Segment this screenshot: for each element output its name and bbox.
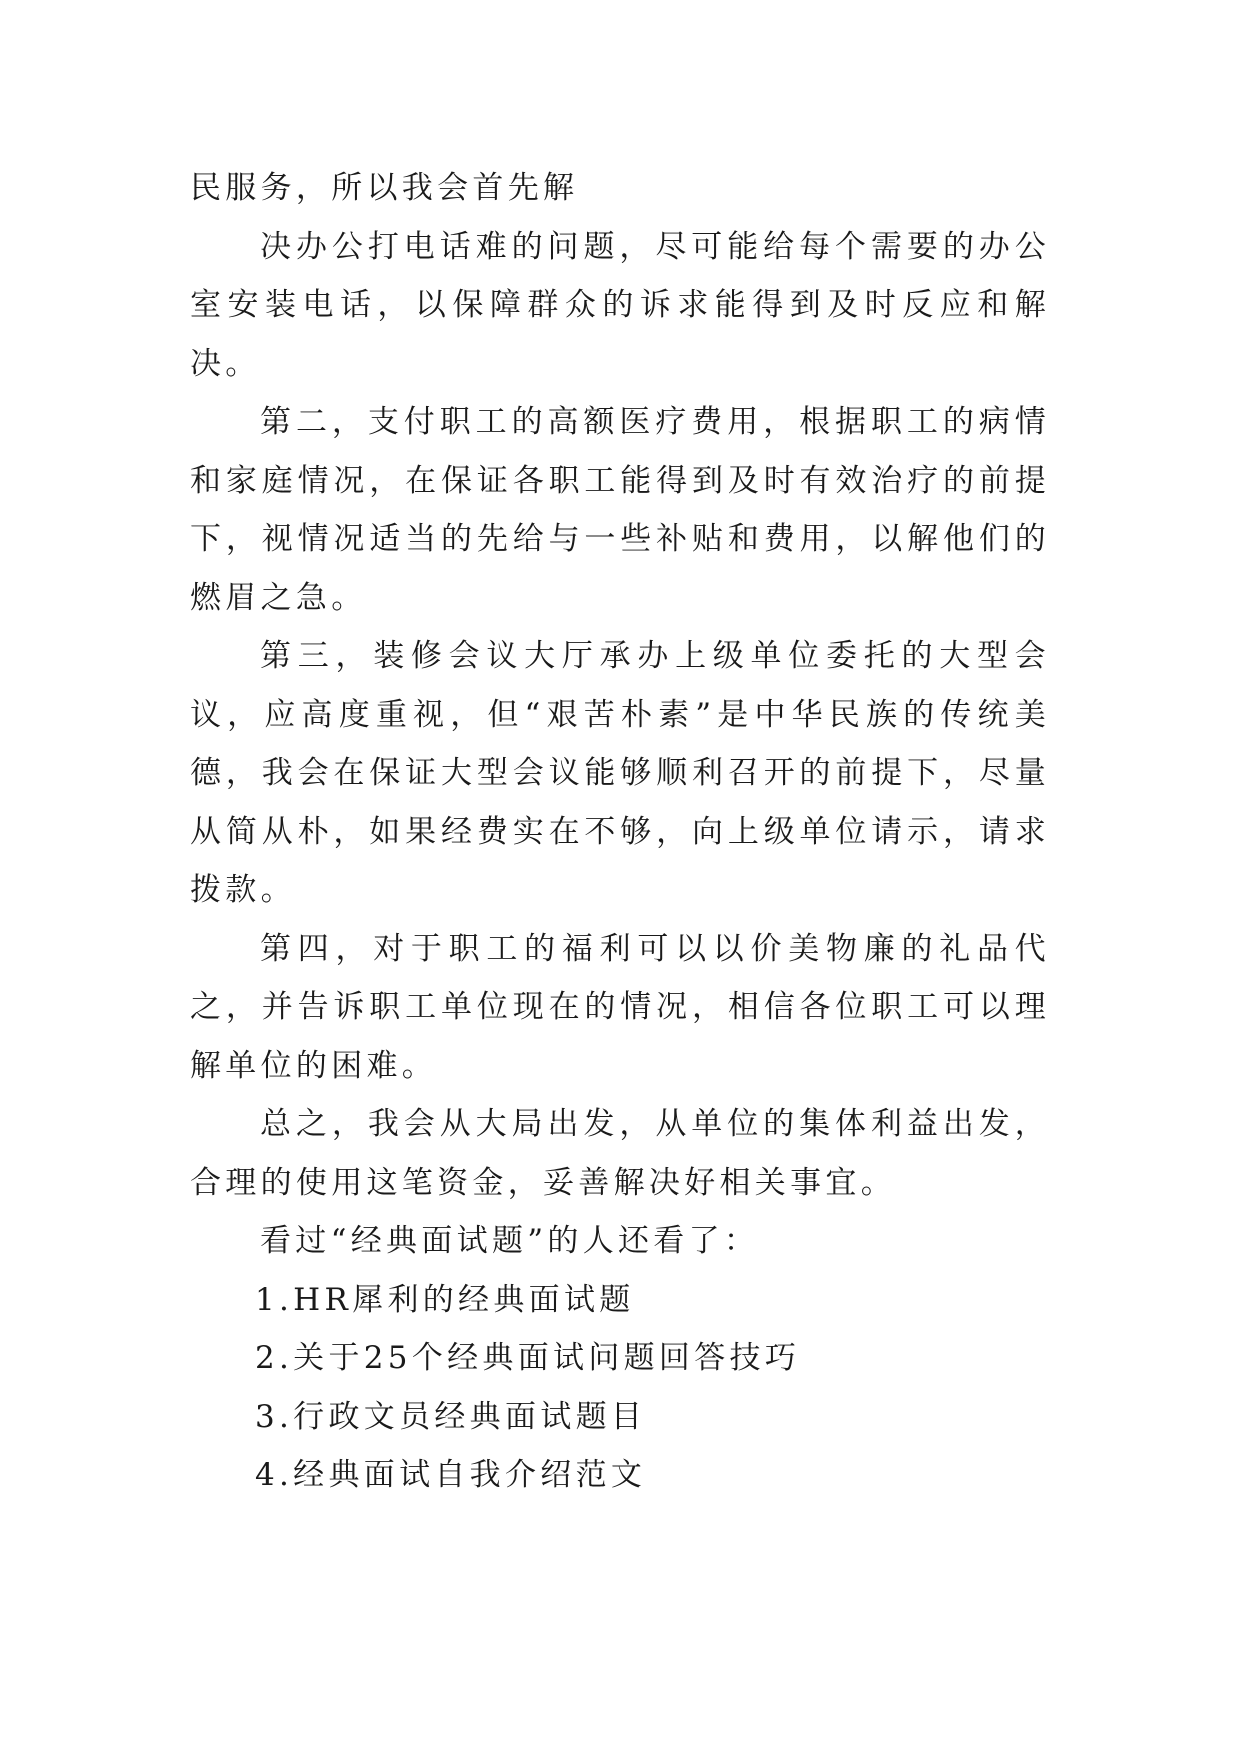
related-link-4[interactable]: 4.经典面试自我介绍范文 xyxy=(255,1457,647,1493)
paragraph-third-point: 第三，装修会议大厅承办上级单位委托的大型会议，应高度重视，但“艰苦朴素”是中华民族的传统美德，我会在保证大型会议能够顺利召开的前提下，尽量从简从朴，如果经费实在不够，向上级单位请示，请求拨款。 xyxy=(190,638,1050,908)
related-link-2[interactable]: 2.关于25个经典面试问题回答技巧 xyxy=(255,1340,801,1376)
paragraph-second-point: 第二，支付职工的高额医疗费用，根据职工的病情和家庭情况，在保证各职工能得到及时有效治疗的前提下，视情况适当的先给与一些补贴和费用，以解他们的燃眉之急。 xyxy=(190,404,1050,616)
paragraph-continued: 民服务，所以我会首先解 xyxy=(190,170,579,206)
related-heading: 看过“经典面试题”的人还看了： xyxy=(260,1223,760,1259)
related-link-1[interactable]: 1.HR犀利的经典面试题 xyxy=(255,1281,635,1318)
paragraph-phone-issue: 决办公打电话难的问题，尽可能给每个需要的办公室安装电话，以保障群众的诉求能得到及时反应和解决。 xyxy=(190,228,1050,382)
paragraph-fourth-point: 第四，对于职工的福利可以以价美物廉的礼品代之，并告诉职工单位现在的情况，相信各位职工可以理解单位的困难。 xyxy=(190,930,1050,1084)
document-body xyxy=(190,159,1050,1505)
related-link-3[interactable]: 3.行政文员经典面试题目 xyxy=(255,1398,647,1435)
paragraph-conclusion: 总之，我会从大局出发，从单位的集体利益出发，合理的使用这笔资金，妥善解决好相关事宜。 xyxy=(190,1106,1050,1201)
